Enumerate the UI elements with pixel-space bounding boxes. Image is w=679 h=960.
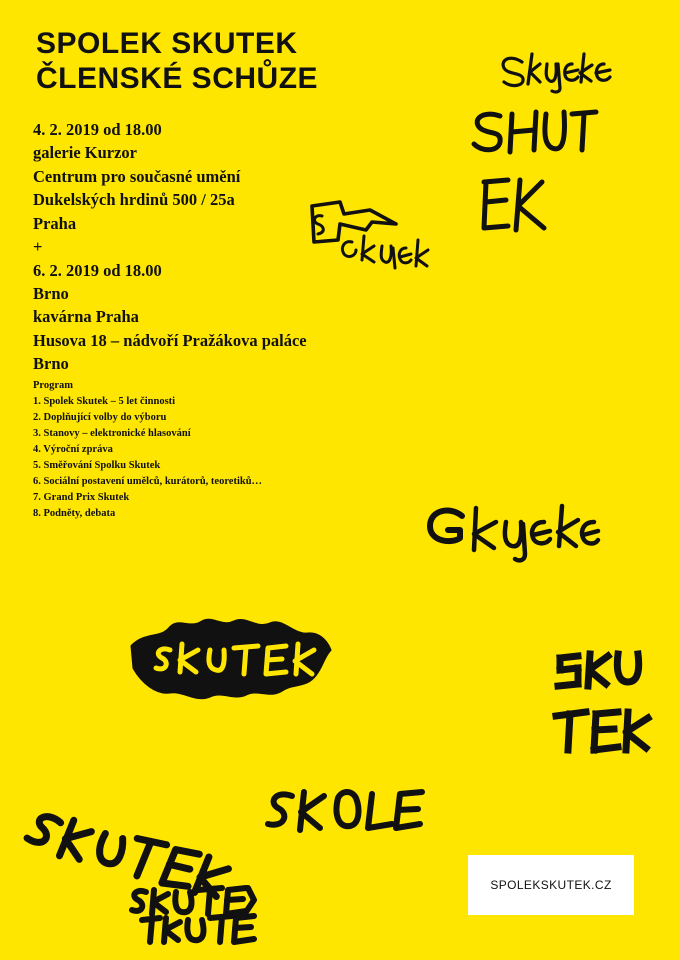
- mark-bat-skutek: [126, 606, 336, 708]
- mark-script-top-right: [492, 48, 642, 96]
- detail-line: 6. 2. 2019 od 18.00: [33, 260, 162, 280]
- mark-double-skutek: [128, 886, 258, 946]
- program-item: 8. Podněty, debata: [33, 507, 116, 519]
- detail-line: kavárna Praha: [33, 307, 139, 327]
- detail-line: Brno: [33, 283, 69, 303]
- page-title: [36, 26, 456, 96]
- detail-line: Dukelských hrdinů 500 / 25a: [33, 190, 235, 210]
- page-title-line-2: ČLENSKÉ SCHŮZE: [36, 62, 319, 96]
- mark-stacked-sku-tek: [552, 640, 662, 758]
- mark-skolek-lower: [262, 786, 430, 842]
- mark-arrow-skutek: [300, 196, 440, 282]
- program-list: [33, 378, 433, 522]
- detail-line: Brno: [33, 354, 69, 374]
- program-item: 6. Sociální postavení umělců, kurátorů, teoretiků…: [33, 475, 263, 487]
- detail-line: 4. 2. 2019 od 18.00: [33, 120, 162, 139]
- website-label: SPOLEKSKUTEK.CZ: [490, 878, 612, 892]
- detail-line: Praha: [33, 213, 77, 233]
- program-item: 3. Stanovy – elektronické hlasování: [33, 427, 191, 439]
- detail-line: galerie Kurzor: [33, 143, 137, 163]
- website-badge[interactable]: [468, 855, 634, 915]
- mark-bold-skutek-mid: [418, 502, 598, 568]
- program-item: 2. Doplňující volby do výboru: [33, 411, 167, 423]
- page-title-line-1: SPOLEK SKUTEK: [36, 27, 298, 60]
- program-item: 4. Výroční zpráva: [33, 443, 113, 455]
- program-heading: Program: [33, 380, 74, 391]
- detail-line: Centrum pro současné umění: [33, 166, 241, 186]
- detail-line: +: [33, 237, 43, 257]
- program-item: 7. Grand Prix Skutek: [33, 491, 130, 503]
- mark-blocky-shut-ek: [466, 104, 610, 244]
- detail-line: Husova 18 – nádvoří Pražákova paláce: [33, 330, 307, 350]
- program-item: 5. Směřování Spolku Skutek: [33, 459, 161, 471]
- program-item: 1. Spolek Skutek – 5 let činnosti: [33, 395, 176, 407]
